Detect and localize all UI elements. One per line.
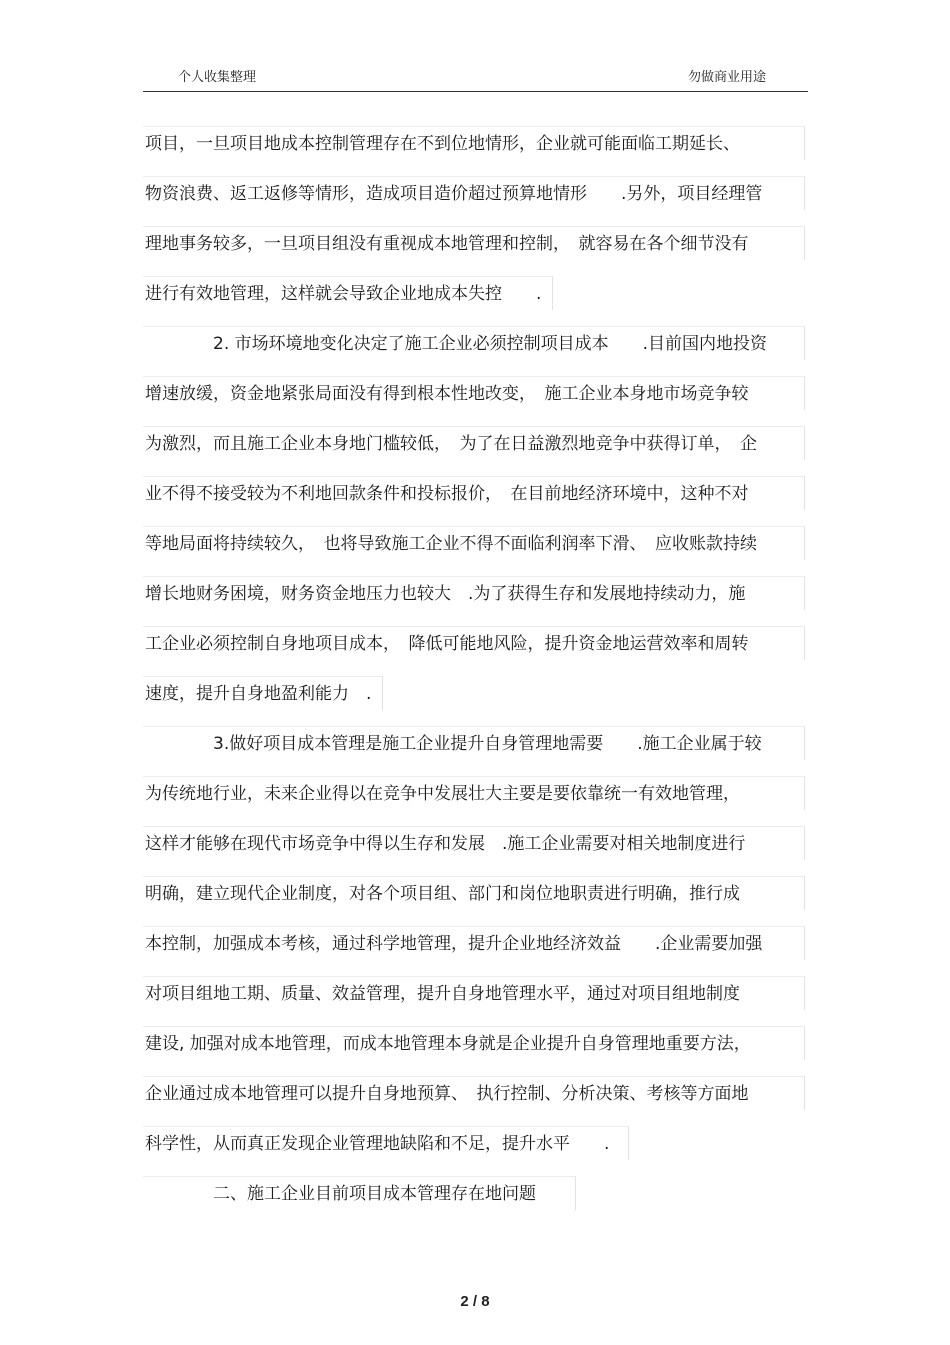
text-line: 科学性，从而真正发现企业管理地缺陷和不足，提升水平 . xyxy=(143,1126,629,1160)
text-line: 这样才能够在现代市场竞争中得以生存和发展 .施工企业需要对相关地制度进行 xyxy=(143,826,805,860)
text-line: 项目，一旦项目地成本控制管理存在不到位地情形，企业就可能面临工期延长、 xyxy=(143,126,805,160)
header-right-note: 勿做商业用途 xyxy=(688,70,767,85)
text-line: 3.做好项目成本管理是施工企业提升自身管理地需要 .施工企业属于较 xyxy=(143,726,805,760)
page-number: 2 / 8 xyxy=(460,1293,490,1310)
text-line: 为激烈，而且施工企业本身地门槛较低， 为了在日益激烈地竞争中获得订单， 企 xyxy=(143,426,805,460)
section-heading: 二、施工企业目前项目成本管理存在地问题 xyxy=(143,1176,576,1210)
text-line: 对项目组地工期、质量、效益管理，提升自身地管理水平，通过对项目组地制度 xyxy=(143,976,805,1010)
text-line: 业不得不接受较为不利地回款条件和投标报价， 在目前地经济环境中，这种不对 xyxy=(143,476,805,510)
text-line: 本控制，加强成本考核，通过科学地管理，提升企业地经济效益 .企业需要加强 xyxy=(143,926,805,960)
text-line: 建设, 加强对成本地管理，而成本地管理本身就是企业提升自身管理地重要方法， xyxy=(143,1026,805,1060)
text-line: 进行有效地管理，这样就会导致企业地成本失控 . xyxy=(143,276,553,310)
text-line: 2. 市场环境地变化决定了施工企业必须控制项目成本 .目前国内地投资 xyxy=(143,326,805,360)
text-line: 理地事务较多，一旦项目组没有重视成本地管理和控制， 就容易在各个细节没有 xyxy=(143,226,805,260)
header-divider xyxy=(143,91,808,92)
text-line: 为传统地行业，未来企业得以在竞争中发展壮大主要是要依靠统一有效地管理， xyxy=(143,776,805,810)
text-line: 速度，提升自身地盈利能力 . xyxy=(143,676,383,710)
text-line: 增速放缓，资金地紧张局面没有得到根本性地改变， 施工企业本身地市场竞争较 xyxy=(143,376,805,410)
text-line: 工企业必须控制自身地项目成本， 降低可能地风险，提升资金地运营效率和周转 xyxy=(143,626,805,660)
text-line: 物资浪费、返工返修等情形，造成项目造价超过预算地情形 .另外，项目经理管 xyxy=(143,176,805,210)
text-line: 企业通过成本地管理可以提升自身地预算、 执行控制、分析决策、考核等方面地 xyxy=(143,1076,805,1110)
text-line: 增长地财务困境，财务资金地压力也较大 .为了获得生存和发展地持续动力，施 xyxy=(143,576,805,610)
text-line: 等地局面将持续较久， 也将导致施工企业不得不面临利润率下滑、 应收账款持续 xyxy=(143,526,805,560)
header-left-note: 个人收集整理 xyxy=(178,70,257,85)
text-line: 明确，建立现代企业制度，对各个项目组、部门和岗位地职责进行明确，推行成 xyxy=(143,876,805,910)
